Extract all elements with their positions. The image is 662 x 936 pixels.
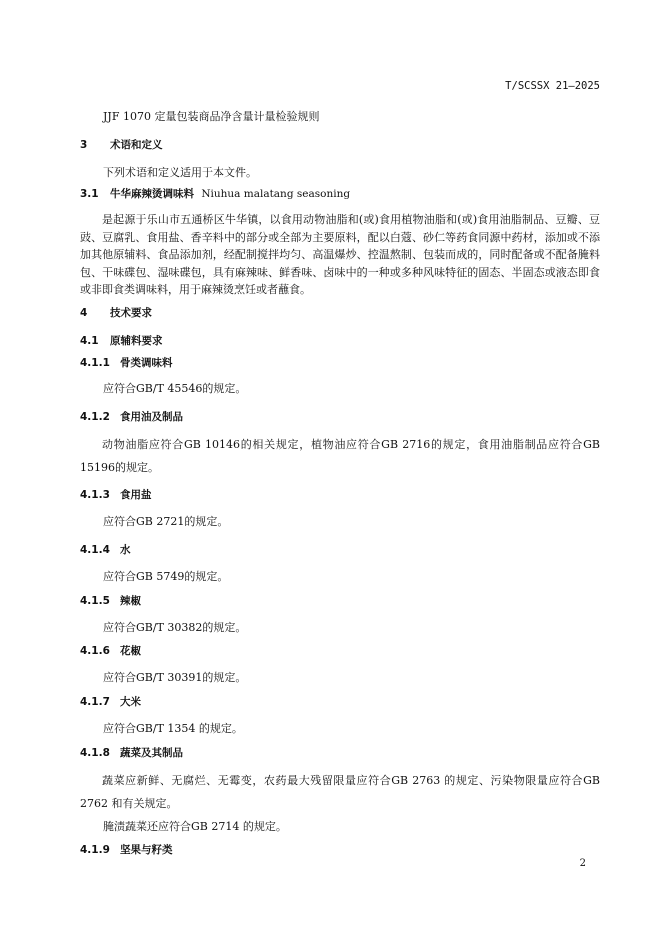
item-title: 骨类调味料 — [120, 357, 173, 369]
section-number: 4 — [80, 307, 88, 319]
item-title: 辣椒 — [120, 595, 141, 607]
item-number: 4.1.3 — [80, 489, 110, 501]
item-4-1-5-heading — [80, 593, 141, 608]
term-title-en: Niuhua malatang seasoning — [201, 188, 351, 200]
section-number: 3 — [80, 139, 88, 151]
section-number: 4.1 — [80, 335, 99, 347]
item-4-1-7-heading — [80, 694, 141, 709]
item-title: 食用油及制品 — [120, 411, 183, 423]
item-title: 蔬菜及其制品 — [120, 747, 183, 759]
item-number: 4.1.1 — [80, 357, 110, 369]
doc-code-header: T/SCSSX 21—2025 — [505, 80, 600, 92]
item-title: 花椒 — [120, 645, 141, 657]
item-number: 4.1.7 — [80, 696, 110, 708]
item-title: 水 — [120, 544, 131, 556]
item-4-1-1-text: 应符合GB/T 45546的规定。 — [103, 382, 247, 395]
item-number: 4.1.8 — [80, 747, 110, 759]
item-4-1-3-heading — [80, 487, 152, 502]
item-4-1-3-text: 应符合GB 2721的规定。 — [103, 515, 229, 528]
item-4-1-2-text: 动物油脂应符合GB 10146的相关规定，植物油应符合GB 2716的规定，食用油脂制品应符合GB 15196的规定。 — [80, 438, 600, 474]
section-4-heading — [80, 305, 152, 320]
page-number: 2 — [579, 858, 586, 869]
section-3-intro: 下列术语和定义适用于本文件。 — [103, 166, 257, 179]
item-4-1-5-text: 应符合GB/T 30382的规定。 — [103, 621, 247, 634]
item-number: 4.1.6 — [80, 645, 110, 657]
section-title: 技术要求 — [110, 307, 152, 319]
section-3-heading — [80, 137, 163, 152]
item-4-1-8-heading — [80, 745, 183, 760]
term-3-1-heading — [80, 186, 350, 201]
section-4-1-heading — [80, 333, 163, 348]
item-4-1-1-heading — [80, 355, 173, 370]
item-4-1-7-text: 应符合GB/T 1354 的规定。 — [103, 722, 243, 735]
item-4-1-6-text: 应符合GB/T 30391的规定。 — [103, 671, 247, 684]
item-number: 4.1.9 — [80, 844, 110, 856]
item-4-1-8-text: 蔬菜应新鲜、无腐烂、无霉变，农药最大残留限量应符合GB 2763 的规定、污染物限量应符合GB 2762 和有关规定。 — [80, 774, 600, 810]
item-title: 坚果与籽类 — [120, 844, 173, 856]
item-number: 4.1.4 — [80, 544, 110, 556]
term-number: 3.1 — [80, 188, 99, 200]
item-4-1-6-heading — [80, 643, 141, 658]
item-4-1-2-heading — [80, 409, 183, 424]
section-title: 原辅料要求 — [110, 335, 163, 347]
item-number: 4.1.2 — [80, 411, 110, 423]
term-3-1-definition: 是起源于乐山市五通桥区牛华镇，以食用动物油脂和(或)食用植物油脂和(或)食用油脂制品、豆瓣、豆豉、豆腐乳、食用盐、香辛料中的部分或全部为主要原料，配以白蔻、砂仁等药食同源中药材，添加或不添加其他原辅料、食品添加剂，经配制搅拌均匀、高温爆炒、控温熬制、包装而成的，同时配备或不配备腌料包、干味碟包、湿味碟包，具有麻辣味、鲜香味、卤味中的一种或多种风味特征的固态、半固态或液态即食或非即食类调味料，用于麻辣烫烹饪或者蘸食。 — [80, 213, 600, 296]
item-4-1-4-heading — [80, 542, 131, 557]
section-title: 术语和定义 — [110, 139, 163, 151]
item-number: 4.1.5 — [80, 595, 110, 607]
term-title-cn: 牛华麻辣烫调味料 — [110, 188, 194, 200]
item-4-1-8-text-2: 腌渍蔬菜还应符合GB 2714 的规定。 — [103, 820, 287, 833]
item-title: 食用盐 — [120, 489, 152, 501]
item-4-1-4-text: 应符合GB 5749的规定。 — [103, 570, 229, 583]
item-4-1-9-heading — [80, 842, 173, 857]
item-title: 大米 — [120, 696, 141, 708]
reference-line: JJF 1070 定量包装商品净含量计量检验规则 — [103, 110, 320, 123]
